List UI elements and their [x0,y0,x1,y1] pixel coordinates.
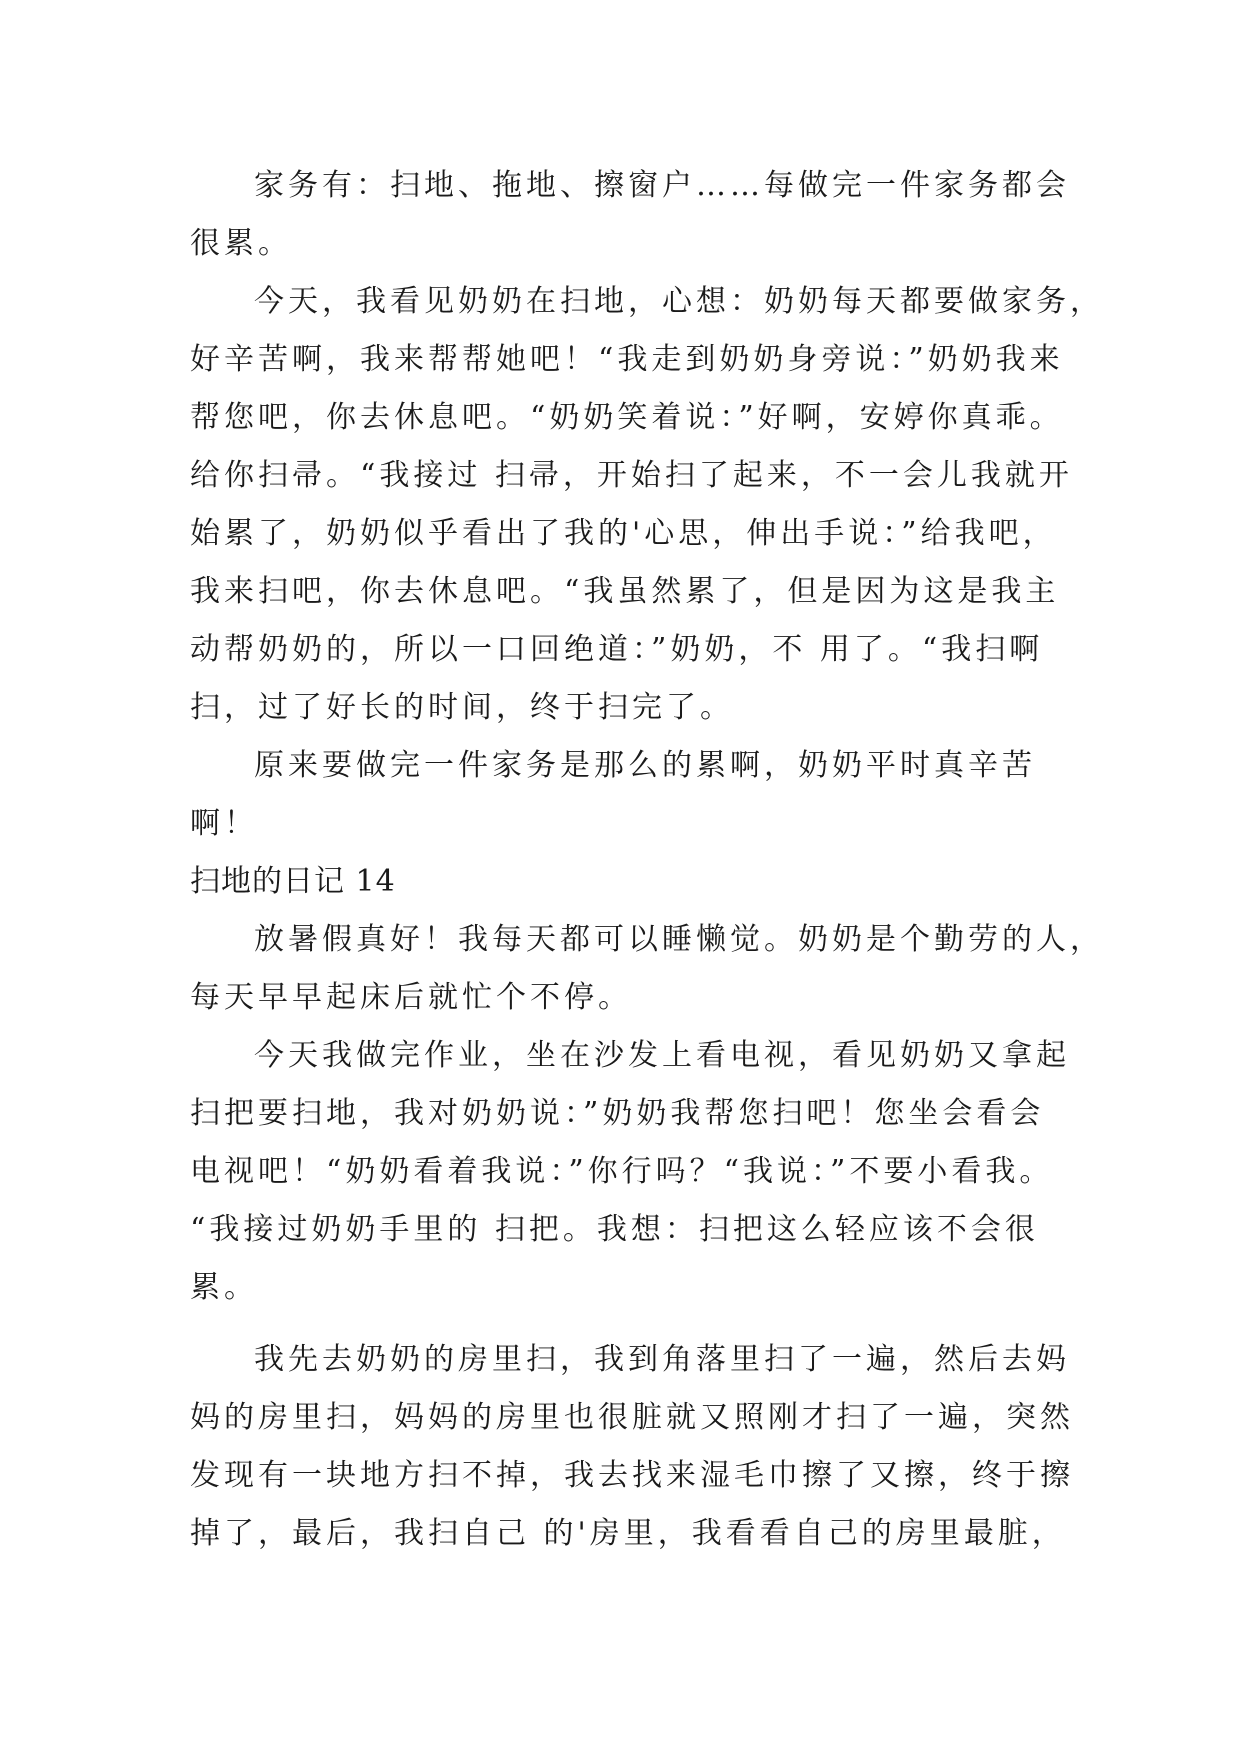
paragraph-line: 发现有一块地方扫不掉，我去找来湿毛巾擦了又擦，终于擦 [190,1458,1074,1493]
paragraph-line: 始累了，奶奶似乎看出了我的'心思，伸出手说：”给我吧， [190,516,1057,551]
paragraph-line: 今天，我看见奶奶在扫地，心想：奶奶每天都要做家务， [254,284,1104,319]
paragraph-line: 电视吧！“奶奶看着我说：”你行吗？“我说：”不要小看我。 [190,1154,1054,1189]
paragraph-line: 好辛苦啊，我来帮帮她吧！“我走到奶奶身旁说：”奶奶我来 [190,342,1064,377]
paragraph-line: 扫，过了好长的时间，终于扫完了。 [190,690,734,725]
paragraph-line: 我先去奶奶的房里扫，我到角落里扫了一遍，然后去妈 [254,1342,1070,1377]
paragraph-line: 今天我做完作业，坐在沙发上看电视，看见奶奶又拿起 [254,1038,1070,1073]
paragraph-line: 啊！ [190,806,258,841]
paragraph-line: 掉了，最后，我扫自己 的'房里，我看看自己的房里最脏， [190,1516,1066,1551]
paragraph-line: 每天早早起床后就忙个不停。 [190,980,632,1015]
paragraph-line: 给你扫帚。“我接过 扫帚，开始扫了起来，不一会儿我就开 [190,458,1073,493]
paragraph-line: 扫把要扫地，我对奶奶说：”奶奶我帮您扫吧！您坐会看会 [190,1096,1045,1131]
paragraph-line: 放暑假真好！我每天都可以睡懒觉。奶奶是个勤劳的人， [254,922,1104,957]
paragraph-line: 家务有：扫地、拖地、擦窗户……每做完一件家务都会 [254,168,1070,203]
section-heading: 扫地的日记 14 [190,864,396,899]
paragraph-line: 累。 [190,1270,258,1305]
paragraph-line: 很累。 [190,226,292,261]
paragraph-line: 妈的房里扫，妈妈的房里也很脏就又照刚才扫了一遍，突然 [190,1400,1074,1435]
paragraph-line: 我来扫吧，你去休息吧。“我虽然累了，但是因为这是我主 [190,574,1060,609]
paragraph-line: 帮您吧，你去休息吧。“奶奶笑着说：”好啊，安婷你真乖。 [190,400,1064,435]
paragraph-line: “我接过奶奶手里的 扫把。我想：扫把这么轻应该不会很 [190,1212,1039,1247]
paragraph-line: 原来要做完一件家务是那么的累啊，奶奶平时真辛苦 [254,748,1036,783]
paragraph-line: 动帮奶奶的，所以一口回绝道：”奶奶，不 用了。“我扫啊 [190,632,1044,667]
